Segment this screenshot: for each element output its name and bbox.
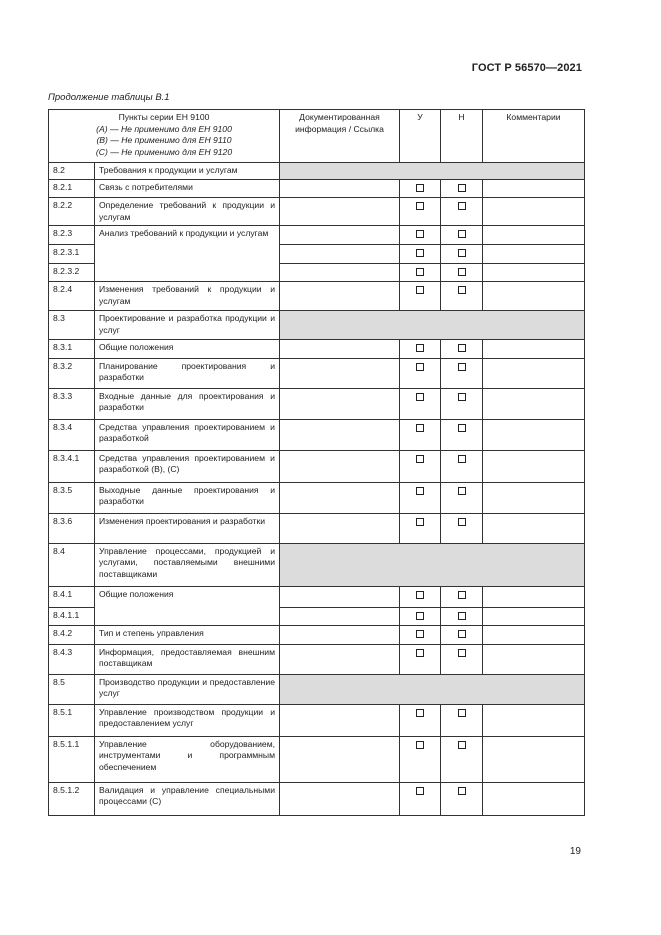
clause-number: 8.2.2 (49, 198, 95, 226)
clause-title: Тип и степень управления (95, 626, 280, 645)
clause-title: Общие положения (95, 340, 280, 359)
checkbox-n[interactable] (458, 518, 466, 526)
checkbox-n-cell (441, 782, 483, 815)
checkbox-n[interactable] (458, 184, 466, 192)
clause-number: 8.4.1.1 (49, 607, 95, 626)
comments-cell[interactable] (483, 586, 585, 607)
clause-title: Проектирование и разработка продукции и услуг (95, 311, 280, 340)
table-caption: Продолжение таблицы В.1 (48, 92, 170, 103)
checkbox-u-cell (400, 226, 441, 245)
checkbox-n-cell (441, 644, 483, 674)
checkbox-n[interactable] (458, 268, 466, 276)
table-header-row (49, 110, 585, 163)
requirements-table (48, 109, 585, 816)
checkbox-u[interactable] (416, 184, 424, 192)
checkbox-n[interactable] (458, 649, 466, 657)
doc-info-cell[interactable] (280, 226, 400, 245)
clause-number: 8.3.1 (49, 340, 95, 359)
header-u: У (400, 110, 441, 163)
checkbox-u[interactable] (416, 630, 424, 638)
clause-number: 8.4.2 (49, 626, 95, 645)
checkbox-u-cell (400, 704, 441, 736)
checkbox-u[interactable] (416, 268, 424, 276)
checkbox-u-cell (400, 340, 441, 359)
checkbox-u-cell (400, 482, 441, 513)
checkbox-u-cell (400, 513, 441, 543)
checkbox-n-cell (441, 513, 483, 543)
clause-title: Средства управления проектированием и разработкой (95, 419, 280, 450)
clause-number: 8.3.5 (49, 482, 95, 513)
checkbox-n-cell (441, 626, 483, 645)
checkbox-u[interactable] (416, 612, 424, 620)
table-row (49, 198, 585, 226)
table-row (49, 644, 585, 674)
checkbox-n-cell (441, 263, 483, 282)
checkbox-n-cell (441, 282, 483, 311)
clause-number: 8.2.3.2 (49, 263, 95, 282)
checkbox-n-cell (441, 179, 483, 198)
clause-number: 8.3 (49, 311, 95, 340)
page-number: 19 (569, 846, 581, 857)
comments-cell[interactable] (483, 358, 585, 388)
table-row (49, 704, 585, 736)
comments-cell[interactable] (483, 263, 585, 282)
table-row (49, 626, 585, 645)
doc-info-cell[interactable] (280, 586, 400, 607)
doc-info-cell[interactable] (280, 340, 400, 359)
doc-info-cell[interactable] (280, 482, 400, 513)
clause-number: 8.5.1.1 (49, 736, 95, 782)
checkbox-n-cell (441, 704, 483, 736)
doc-info-cell[interactable] (280, 782, 400, 815)
section-row (49, 163, 585, 180)
clause-number: 8.2 (49, 163, 95, 180)
doc-info-cell[interactable] (280, 198, 400, 226)
checkbox-n[interactable] (458, 286, 466, 294)
section-row (49, 543, 585, 586)
clause-title: Управление процессами, продукцией и услугами, поставляемыми внешними поставщиками (95, 543, 280, 586)
table-row (49, 782, 585, 815)
checkbox-u[interactable] (416, 591, 424, 599)
checkbox-n[interactable] (458, 612, 466, 620)
clause-number: 8.3.4.1 (49, 450, 95, 482)
checkbox-n-cell (441, 586, 483, 607)
clause-title: Изменения требований к продукции и услугам (95, 282, 280, 311)
doc-info-cell[interactable] (280, 419, 400, 450)
comments-cell[interactable] (483, 736, 585, 782)
clause-number: 8.3.2 (49, 358, 95, 388)
checkbox-n[interactable] (458, 630, 466, 638)
checkbox-u[interactable] (416, 424, 424, 432)
comments-cell[interactable] (483, 226, 585, 245)
clause-title: Требования к продукции и услугам (95, 163, 280, 180)
checkbox-u[interactable] (416, 649, 424, 657)
clause-title: Входные данные для проектирования и разработки (95, 388, 280, 419)
checkbox-n-cell (441, 198, 483, 226)
checkbox-u[interactable] (416, 230, 424, 238)
document-code: ГОСТ Р 56570—2021 (471, 62, 582, 74)
comments-cell[interactable] (483, 704, 585, 736)
comments-cell[interactable] (483, 513, 585, 543)
table-row (49, 226, 585, 245)
comments-cell[interactable] (483, 179, 585, 198)
doc-info-cell[interactable] (280, 644, 400, 674)
checkbox-u[interactable] (416, 249, 424, 257)
checkbox-n[interactable] (458, 709, 466, 717)
table-row (49, 586, 585, 607)
header-clauses: Пункты серии ЕН 9100 (А) — Не применимо для ЕН 9100 (В) — Не применимо для ЕН 9110 (С) — Не применимо для ЕН 9120 (49, 110, 280, 163)
checkbox-n[interactable] (458, 455, 466, 463)
checkbox-n-cell (441, 340, 483, 359)
checkbox-u-cell (400, 450, 441, 482)
checkbox-u-cell (400, 644, 441, 674)
checkbox-u-cell (400, 198, 441, 226)
checkbox-n[interactable] (458, 591, 466, 599)
section-shading (280, 543, 585, 586)
checkbox-n[interactable] (458, 393, 466, 401)
comments-cell[interactable] (483, 644, 585, 674)
checkbox-n[interactable] (458, 487, 466, 495)
checkbox-u[interactable] (416, 709, 424, 717)
clause-title: Управление производством продукции и предоставлением услуг (95, 704, 280, 736)
clause-number: 8.2.4 (49, 282, 95, 311)
clause-title: Определение требований к продукции и услугам (95, 198, 280, 226)
clause-number: 8.4.3 (49, 644, 95, 674)
clause-title: Валидация и управление специальными процессами (С) (95, 782, 280, 815)
clause-number: 8.4 (49, 543, 95, 586)
doc-info-cell[interactable] (280, 245, 400, 264)
section-row (49, 674, 585, 704)
checkbox-u[interactable] (416, 286, 424, 294)
checkbox-u-cell (400, 586, 441, 607)
checkbox-u-cell (400, 179, 441, 198)
clause-title: Анализ требований к продукции и услугам (95, 226, 280, 282)
clause-number: 8.2.3.1 (49, 245, 95, 264)
comments-cell[interactable] (483, 482, 585, 513)
comments-cell[interactable] (483, 419, 585, 450)
table-row (49, 513, 585, 543)
checkbox-u-cell (400, 358, 441, 388)
comments-cell[interactable] (483, 782, 585, 815)
checkbox-u-cell (400, 245, 441, 264)
clause-title: Управление оборудованием, инструментами и программным обеспечением (95, 736, 280, 782)
clause-number: 8.5.1 (49, 704, 95, 736)
doc-info-cell[interactable] (280, 450, 400, 482)
doc-info-cell[interactable] (280, 263, 400, 282)
checkbox-n-cell (441, 358, 483, 388)
section-shading (280, 311, 585, 340)
clause-number: 8.5.1.2 (49, 782, 95, 815)
checkbox-n-cell (441, 226, 483, 245)
table-row (49, 736, 585, 782)
doc-info-cell[interactable] (280, 282, 400, 311)
clause-title: Планирование проектирования и разработки (95, 358, 280, 388)
header-doc-info: Документированная информация / Ссылка (280, 110, 400, 163)
doc-info-cell[interactable] (280, 513, 400, 543)
clause-number: 8.2.3 (49, 226, 95, 245)
comments-cell[interactable] (483, 340, 585, 359)
checkbox-n[interactable] (458, 202, 466, 210)
table-row (49, 282, 585, 311)
section-row (49, 311, 585, 340)
table-row (49, 340, 585, 359)
checkbox-u[interactable] (416, 487, 424, 495)
table-row (49, 419, 585, 450)
clause-title: Средства управления проектированием и разработкой (В), (С) (95, 450, 280, 482)
checkbox-u-cell (400, 282, 441, 311)
checkbox-n[interactable] (458, 363, 466, 371)
checkbox-n[interactable] (458, 344, 466, 352)
checkbox-u[interactable] (416, 518, 424, 526)
comments-cell[interactable] (483, 245, 585, 264)
checkbox-u[interactable] (416, 363, 424, 371)
clause-title: Изменения проектирования и разработки (95, 513, 280, 543)
checkbox-u[interactable] (416, 393, 424, 401)
comments-cell[interactable] (483, 607, 585, 626)
comments-cell[interactable] (483, 198, 585, 226)
checkbox-n-cell (441, 388, 483, 419)
clause-title: Связь с потребителями (95, 179, 280, 198)
clause-title: Выходные данные проектирования и разработки (95, 482, 280, 513)
checkbox-u-cell (400, 607, 441, 626)
checkbox-n-cell (441, 607, 483, 626)
table-row (49, 179, 585, 198)
checkbox-u[interactable] (416, 344, 424, 352)
clause-number: 8.5 (49, 674, 95, 704)
checkbox-u-cell (400, 626, 441, 645)
header-n: Н (441, 110, 483, 163)
doc-info-cell[interactable] (280, 736, 400, 782)
checkbox-u[interactable] (416, 455, 424, 463)
checkbox-n-cell (441, 482, 483, 513)
checkbox-n[interactable] (458, 787, 466, 795)
checkbox-n-cell (441, 245, 483, 264)
checkbox-u-cell (400, 263, 441, 282)
checkbox-n[interactable] (458, 741, 466, 749)
checkbox-u-cell (400, 782, 441, 815)
comments-cell[interactable] (483, 450, 585, 482)
checkbox-u[interactable] (416, 741, 424, 749)
clause-title: Информация, предоставляемая внешним поставщикам (95, 644, 280, 674)
clause-title: Производство продукции и предоставление услуг (95, 674, 280, 704)
checkbox-n[interactable] (458, 424, 466, 432)
section-shading (280, 163, 585, 180)
table-row (49, 450, 585, 482)
checkbox-u[interactable] (416, 787, 424, 795)
table-row (49, 358, 585, 388)
clause-number: 8.3.6 (49, 513, 95, 543)
checkbox-n[interactable] (458, 249, 466, 257)
comments-cell[interactable] (483, 626, 585, 645)
checkbox-n-cell (441, 419, 483, 450)
clause-number: 8.4.1 (49, 586, 95, 607)
doc-info-cell[interactable] (280, 626, 400, 645)
clause-number: 8.3.3 (49, 388, 95, 419)
doc-info-cell[interactable] (280, 704, 400, 736)
table-row (49, 388, 585, 419)
header-comments: Комментарии (483, 110, 585, 163)
comments-cell[interactable] (483, 388, 585, 419)
doc-info-cell[interactable] (280, 358, 400, 388)
doc-info-cell[interactable] (280, 388, 400, 419)
clause-number: 8.2.1 (49, 179, 95, 198)
checkbox-n[interactable] (458, 230, 466, 238)
section-shading (280, 674, 585, 704)
doc-info-cell[interactable] (280, 179, 400, 198)
table-row (49, 482, 585, 513)
checkbox-n-cell (441, 736, 483, 782)
clause-number: 8.3.4 (49, 419, 95, 450)
clause-title: Общие положения (95, 586, 280, 626)
doc-info-cell[interactable] (280, 607, 400, 626)
comments-cell[interactable] (483, 282, 585, 311)
checkbox-u[interactable] (416, 202, 424, 210)
checkbox-u-cell (400, 419, 441, 450)
checkbox-u-cell (400, 736, 441, 782)
checkbox-u-cell (400, 388, 441, 419)
checkbox-n-cell (441, 450, 483, 482)
